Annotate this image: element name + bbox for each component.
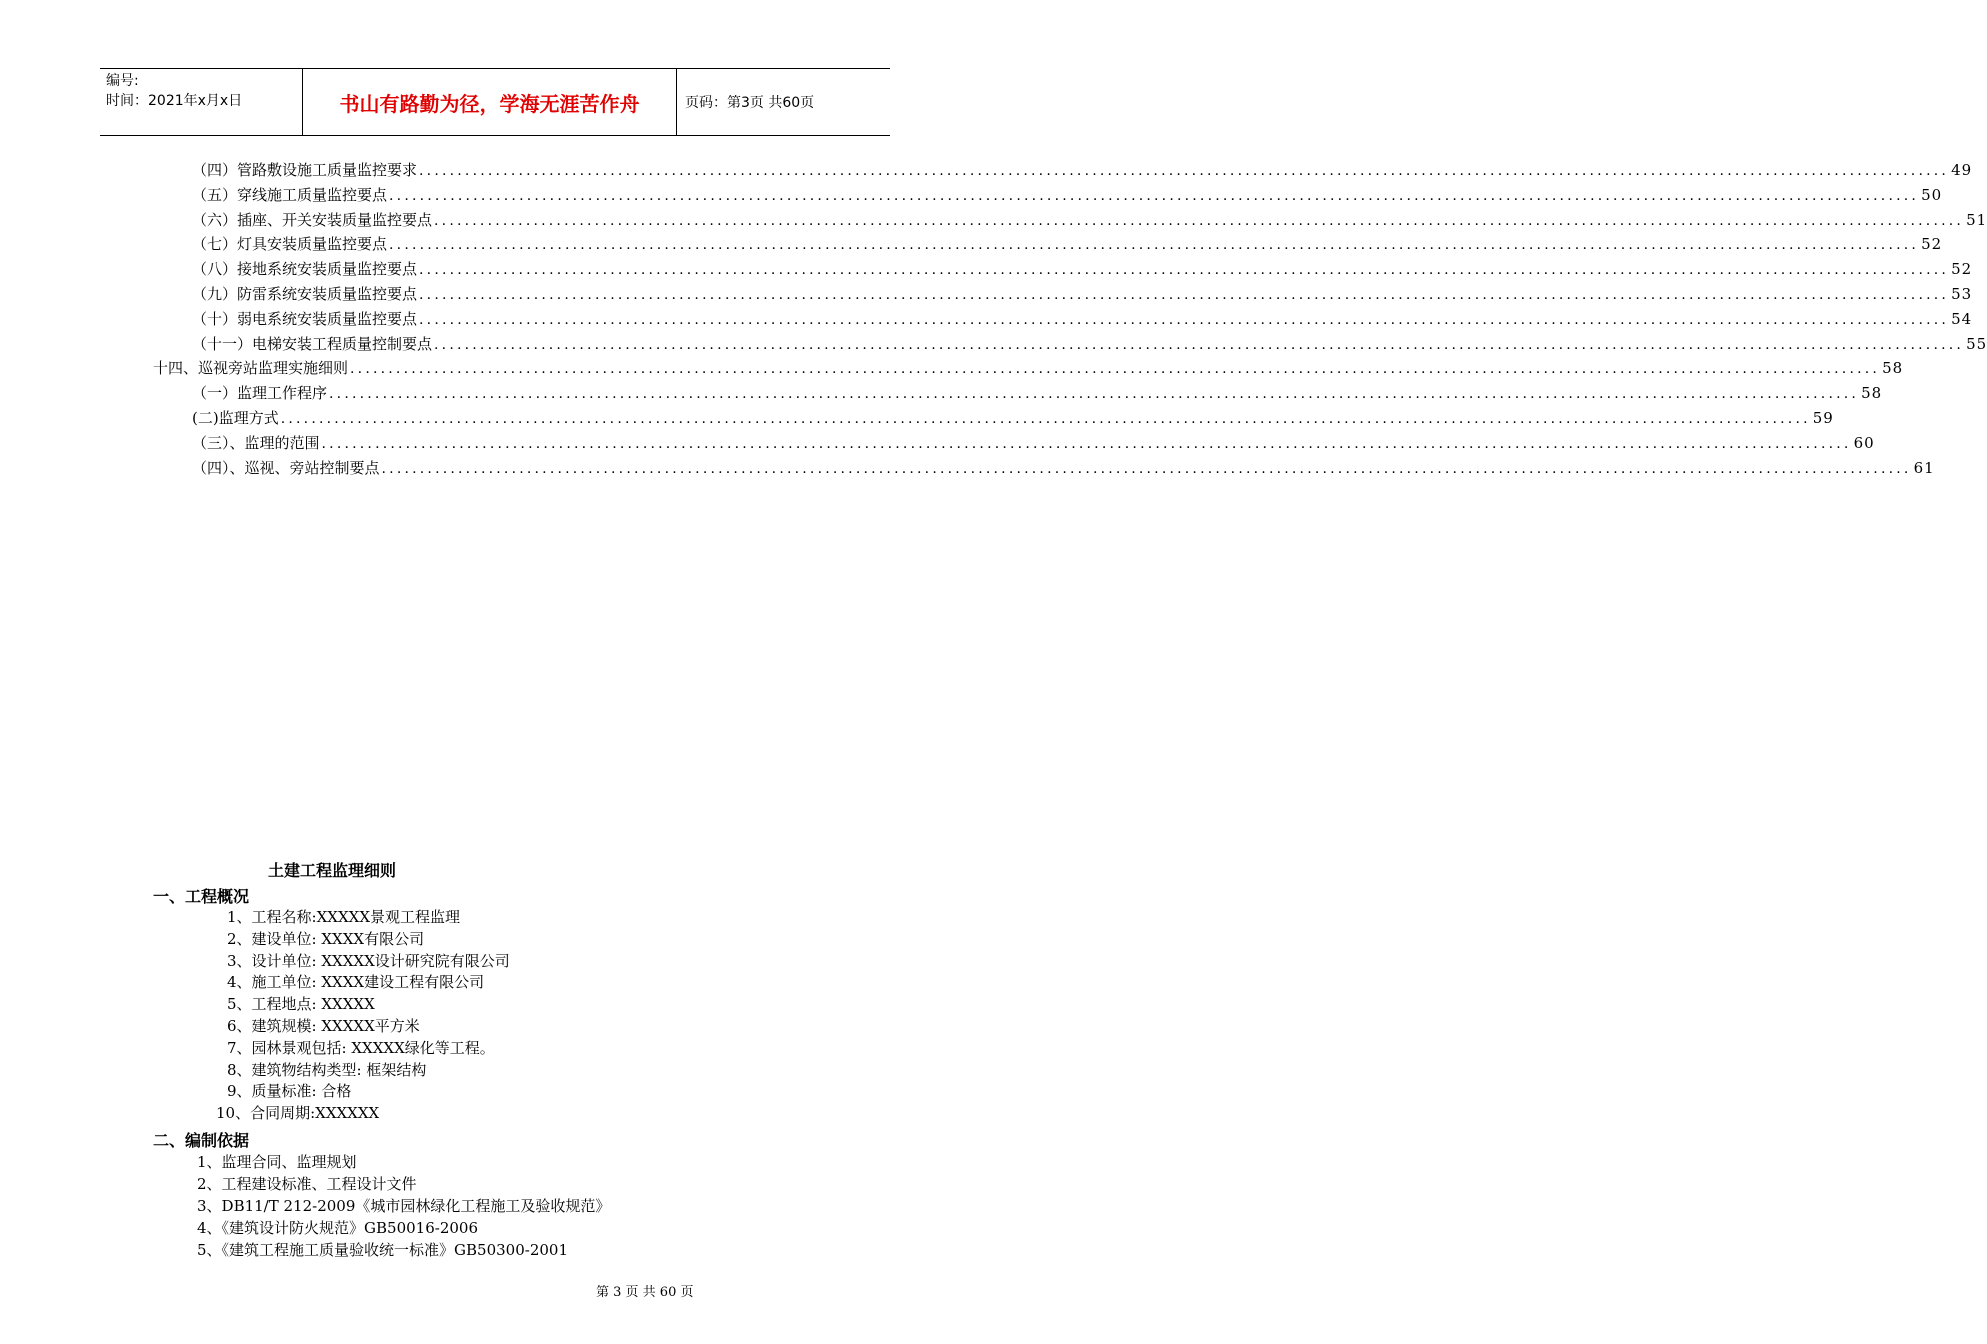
toc-leader-dots: ........................................................................................................................................................................................................	[329, 386, 1860, 403]
date-label: 时间：2021年x月x日	[106, 93, 243, 109]
basis-item: 5、《建筑工程施工质量验收统一标准》GB50300-2001	[197, 1241, 569, 1259]
overview-item: 6、建筑规模: XXXXX平方米	[227, 1017, 420, 1035]
overview-item: 8、建筑物结构类型: 框架结构	[227, 1060, 427, 1079]
overview-item: 2、建设单位: XXXX有限公司	[227, 929, 425, 948]
toc-entry-page: 58	[1861, 384, 1883, 403]
basis-item: 1、监理合同、监理规划	[197, 1153, 357, 1171]
toc-leader-dots: ........................................................................................................................................................................................................	[381, 460, 1912, 477]
toc-entry-page: 54	[1951, 309, 1973, 328]
toc-leader-dots: ........................................................................................................................................................................................................	[434, 336, 1965, 353]
toc-leader-dots: ........................................................................................................................................................................................................	[350, 361, 1881, 378]
overview-item: 5、工程地点: XXXXX	[227, 995, 375, 1014]
toc-entry[interactable]	[192, 332, 1987, 356]
toc-entry-page: 58	[1882, 359, 1904, 378]
toc-entry-title: （四）、巡视、旁站控制要点	[192, 458, 380, 477]
toc-entry-page: 61	[1913, 458, 1935, 477]
toc-entry-title: （十）弱电系统安装质量监控要点	[192, 309, 418, 328]
basis-item: 2、工程建设标准、工程设计文件	[197, 1175, 417, 1193]
toc-entry-page: 51	[1966, 210, 1987, 229]
toc-leader-dots: ........................................................................................................................................................................................................	[419, 262, 1950, 279]
toc-entry-page: 49	[1951, 161, 1973, 179]
header-motto: 书山有路勤为径，学海无涯苦作舟	[303, 69, 677, 135]
toc-entry-title: （四）管路敷设施工质量监控要求	[192, 161, 418, 179]
toc-entry[interactable]	[192, 257, 1973, 281]
toc-entry[interactable]	[192, 307, 1973, 331]
toc-leader-dots: ........................................................................................................................................................................................................	[419, 311, 1950, 328]
toc-entry[interactable]	[192, 406, 1834, 430]
toc-entry-title: （八）接地系统安装质量监控要点	[192, 260, 418, 279]
basis-item: 4、《建筑设计防火规范》GB50016-2006	[197, 1219, 479, 1237]
toc-entry-page: 60	[1853, 433, 1875, 452]
toc-entry-page: 50	[1921, 185, 1943, 204]
section2-heading: 二、编制依据	[153, 1131, 250, 1150]
doc-title: 土建工程监理细则	[268, 861, 397, 880]
overview-item: 4、施工单位: XXXX建设工程有限公司	[227, 973, 485, 992]
toc-entry-page: 52	[1951, 260, 1973, 279]
toc-leader-dots: ........................................................................................................................................................................................................	[321, 435, 1852, 452]
section1-heading: 一、工程概况	[153, 887, 250, 906]
toc-entry-title: （七）灯具安装质量监控要点	[192, 235, 388, 254]
toc-leader-dots: ........................................................................................................................................................................................................	[389, 187, 1920, 204]
toc-entry[interactable]	[192, 232, 1943, 256]
overview-item: 7、园林景观包括: XXXXX绿化等工程。	[227, 1038, 495, 1057]
basis-item: 3、DB11/T 212-2009《城市园林绿化工程施工及验收规范》	[197, 1197, 611, 1215]
toc-entry-page: 53	[1951, 285, 1973, 303]
toc-entry-page: 55	[1966, 334, 1987, 353]
header-page-info: 页码：第3页 共60页	[685, 95, 815, 111]
toc-entry[interactable]	[192, 282, 1973, 306]
toc-leader-dots: ........................................................................................................................................................................................................	[389, 237, 1920, 254]
overview-item: 1、工程名称:XXXXX景观工程监理	[227, 908, 460, 926]
toc-entry[interactable]	[153, 356, 1904, 380]
toc-entry-title: 十四、巡视旁站监理实施细则	[153, 359, 349, 378]
toc-entry-title: （三）、监理的范围	[192, 433, 320, 452]
toc-entry[interactable]	[192, 456, 1935, 480]
toc-entry-title: （一）监理工作程序	[192, 384, 328, 403]
toc-leader-dots: ........................................................................................................................................................................................................	[434, 212, 1965, 229]
toc-entry-title: （九）防雷系统安装质量监控要点	[192, 285, 418, 303]
overview-item: 10、合同周期:XXXXXX	[216, 1104, 380, 1123]
overview-item: 3、设计单位: XXXXX设计研究院有限公司	[227, 951, 510, 970]
toc-entry[interactable]	[192, 381, 1883, 405]
toc-entry-page: 59	[1812, 409, 1834, 427]
header-meta	[100, 69, 303, 135]
overview-item: 9、质量标准: 合格	[227, 1082, 352, 1101]
toc-entry[interactable]	[192, 208, 1987, 232]
page-header	[100, 68, 890, 136]
toc-leader-dots: ........................................................................................................................................................................................................	[419, 163, 1950, 179]
toc-leader-dots: ........................................................................................................................................................................................................	[419, 287, 1950, 303]
toc-leader-dots: ........................................................................................................................................................................................................	[280, 411, 1811, 427]
toc-entry-title: （十一）电梯安装工程质量控制要点	[192, 334, 433, 353]
toc-entry-title: (二)监理方式	[192, 409, 279, 427]
toc-entry-title: （五）穿线施工质量监控要点	[192, 185, 388, 204]
toc-entry[interactable]	[192, 158, 1973, 182]
toc-entry-title: （六）插座、开关安装质量监控要点	[192, 210, 433, 229]
serial-label: 编号:	[106, 73, 139, 89]
toc-entry[interactable]	[192, 183, 1943, 207]
toc-entry[interactable]	[192, 431, 1875, 455]
page-footer: 第 3 页 共 60 页	[596, 1285, 694, 1300]
toc-entry-page: 52	[1921, 235, 1943, 254]
